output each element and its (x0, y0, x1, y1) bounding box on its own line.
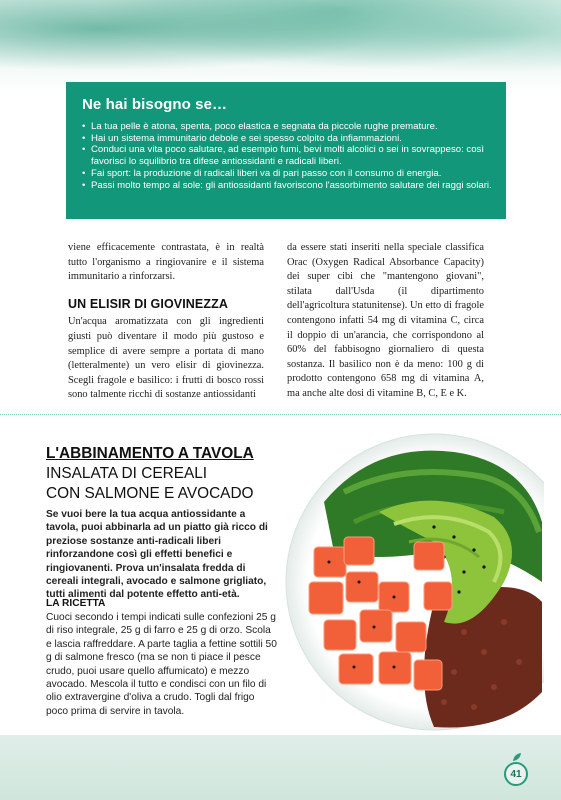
recipe-section-title (46, 444, 286, 504)
article-column-right (287, 241, 484, 402)
info-box (66, 82, 506, 219)
info-box-list (82, 121, 494, 191)
recipe-heading: LA RICETTA (46, 598, 106, 609)
list-item: • Conduci una vita poco salutare, ad esempio fumi, bevi molti alcolici o sei in sovrappeso: così favorisci lo squilibrio tra difese antiossidanti e radicali liberi. (82, 144, 494, 167)
salmon-avocado-bowl-image (284, 432, 544, 732)
article-paragraph: viene efficacemente contrastata, è in realtà tutto l'organismo a ringiovanire e il sistema immunitario a rinforzarsi. (68, 242, 264, 283)
article-subheading: UN ELISIR DI GIOVINEZZA (68, 296, 228, 311)
recipe-title-line: INSALATA DI CEREALI (46, 465, 208, 482)
recipe-text: Cuoci secondo i tempi indicati sulle confezioni 25 g di riso integrale, 25 g di farro e 25 g di orzo. Scola e lascia raffreddare. A parte taglia a fettine sottili 50 g di salmone fresco (ma se non ti piace il pesce crudo, puoi usare quello affumicato) e mezzo avocado. Mescola il tutto e condisci con un filo di olio extravergine d'oliva a crudo. Togli dal frigo poco prima di servire in tavola. (46, 612, 277, 717)
article-paragraph: da essere stati inseriti nella speciale classifica Orac (Oxygen Radical Absorbance Capacity) dei super cibi che "mantengono giovani", stilata dall'Usda (il dipartimento dell'agricoltura statunitense). Un etto di fragole contengono infatti 54 mg di vitamina C, circa il doppio di un'arancia, che corrispondono al 60% del fabbisogno giornaliero di questa sostanza. Il basilico non è da meno: 100 g di prodotto contengono 658 mg di vitamina A, ma anche alte dosi di vitamine B, C, E e K. (287, 242, 484, 399)
watercolor-header-decoration (0, 0, 561, 95)
info-box-title: Ne hai bisogno se… (82, 96, 228, 113)
recipe-intro: Se vuoi bere la tua acqua antiossidante a tavola, puoi abbinarla ad un piatto già ricco di preziose sostanze anti-radicali liberi rinforzandone così gli effetti benefici e ringiovanenti. Prova un'insalata fredda di cereali integrali, avocado e salmone grigliato, tutti alimenti dal potente effetto anti-età. (46, 509, 268, 601)
watercolor-footer-decoration (0, 735, 561, 800)
leaf-icon (512, 752, 522, 762)
list-item: • Passi molto tempo al sole: gli antiossidanti favoriscono l'assorbimento salutare dei raggi solari. (82, 180, 494, 192)
article-column-left (68, 241, 264, 403)
recipe-title-line: CON SALMONE E AVOCADO (46, 485, 254, 502)
list-item: • La tua pelle è atona, spenta, poco elastica e segnata da piccole rughe premature. (82, 121, 494, 133)
section-kicker: L'ABBINAMENTO A TAVOLA (46, 445, 254, 462)
article-paragraph: Un'acqua aromatizzata con gli ingredienti giusti può diventare il modo più gustoso e semplice di avere sempre a portata di mano (letteralmente) un vero elisir di giovinezza. Scegli fragole e basilico: i frutti di bosco rossi sono talmente ricchi di sostanze antiossidanti (68, 316, 264, 401)
page-number: 41 (504, 762, 528, 786)
list-item: • Hai un sistema immunitario debole e sei spesso colpito da infiammazioni. (82, 133, 494, 145)
list-item: • Fai sport: la produzione di radicali liberi va di pari passo con il consumo di energia. (82, 168, 494, 180)
section-divider (0, 414, 561, 415)
